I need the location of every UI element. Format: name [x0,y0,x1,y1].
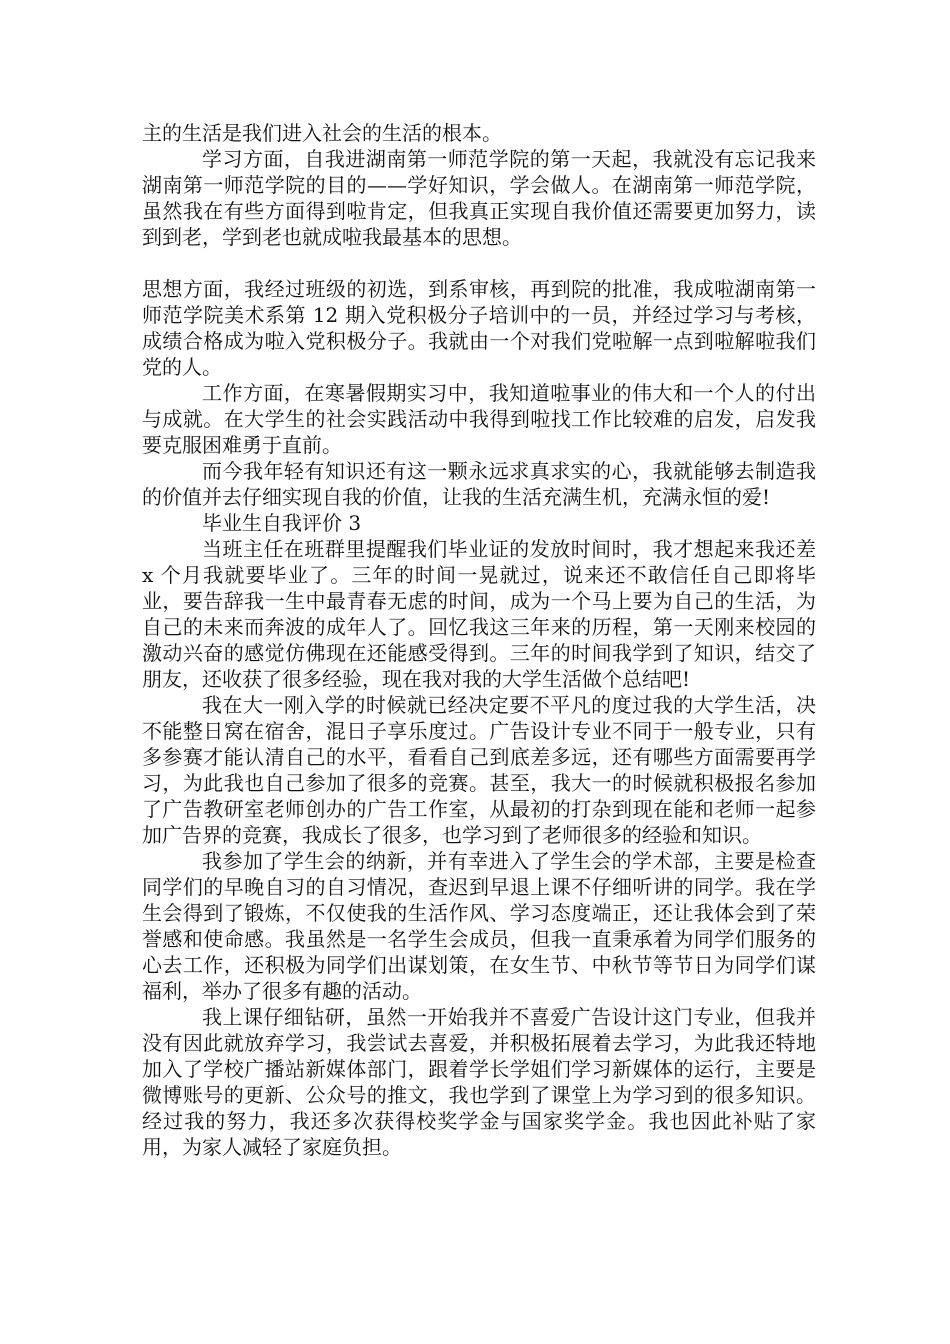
paragraph-freshman: 我在大一刚入学的时候就已经决定要不平凡的度过我的大学生活，决不能整日窝在宿舍，混日子享乐度过。广告设计专业不同于一般专业，只有多参赛才能认清自己的水平，看看自己到底差多远，还有哪些方面需要再学习，为此我也自己参加了很多的竞赛。甚至，我大一的时候就积极报名参加了广告教研室老师创办的广告工作室，从最初的打杂到现在能和老师一起参加广告界的竞赛，我成长了很多，也学习到了老师很多的经验和知识。 [142,693,816,847]
paragraph-student-union: 我参加了学生会的纳新，并有幸进入了学生会的学术部，主要是检查同学们的早晚自习的自习情况，查迟到早退上课不仔细听讲的同学。我在学生会得到了锻炼，不仅使我的生活作风、学习态度端正，还让我体会到了荣誉感和使命感。我虽然是一名学生会成员，但我一直秉承着为同学们服务的心去工作，还积极为同学们出谋划策，在女生节、中秋节等节日为同学们谋福利，举办了很多有趣的活动。 [142,849,816,1003]
paragraph-closing: 而今我年轻有知识还有这一颗永远求真求实的心，我就能够去制造我的价值并去仔细实现自我的价值，让我的生活充满生机，充满永恒的爱! [142,459,816,509]
paragraph-thought: 思想方面，我经过班级的初选，到系审核，再到院的批准，我成啦湖南第一师范学院美术系第 12 期入党积极分子培训中的一员，并经过学习与考核，成绩合格成为啦入党积极分子。我就由一个对我们党啦解一点到啦解啦我们党的人。 [142,277,816,379]
paragraph-study: 学习方面，自我进湖南第一师范学院的第一天起，我就没有忘记我来湖南第一师范学院的目的——学好知识，学会做人。在湖南第一师范学院，虽然我在有些方面得到啦肯定，但我真正实现自我价值还需要更加努力，读到到老，学到老也就成啦我最基本的思想。 [142,147,816,249]
section-heading: 毕业生自我评价 3 [202,511,362,535]
paragraph-coursework: 我上课仔细钻研，虽然一开始我并不喜爱广告设计这门专业，但我并没有因此就放弃学习，我尝试去喜爱，并积极拓展着去学习，为此我还特地加入了学校广播站新媒体部门，跟着学长学姐们学习新媒体的运行，主要是微博账号的更新、公众号的推文，我也学到了课堂上为学习到的很多知识。经过我的努力，我还多次获得校奖学金与国家奖学金。我也因此补贴了家用，为家人减轻了家庭负担。 [142,1005,816,1159]
paragraph-intro: 当班主任在班群里提醒我们毕业证的发放时间时，我才想起来我还差 x 个月我就要毕业了。三年的时间一晃就过，说来还不敢信任自己即将毕业，要告辞我一生中最青春无虑的时间，成为一个马上要为自己的生活，为自己的未来而奔波的成年人了。回忆我这三年来的历程，第一天刚来校园的激动兴奋的感觉仿佛现在还能感受得到。三年的时间我学到了知识，结交了朋友，还收获了很多经验，现在我对我的大学生活做个总结吧! [142,537,816,691]
paragraph-continuation: 主的生活是我们进入社会的生活的根本。 [142,121,502,145]
document-page [142,120,816,1160]
paragraph-work: 工作方面，在寒暑假期实习中，我知道啦事业的伟大和一个人的付出与成就。在大学生的社会实践活动中我得到啦找工作比较难的启发，启发我要克服困难勇于直前。 [142,381,816,457]
